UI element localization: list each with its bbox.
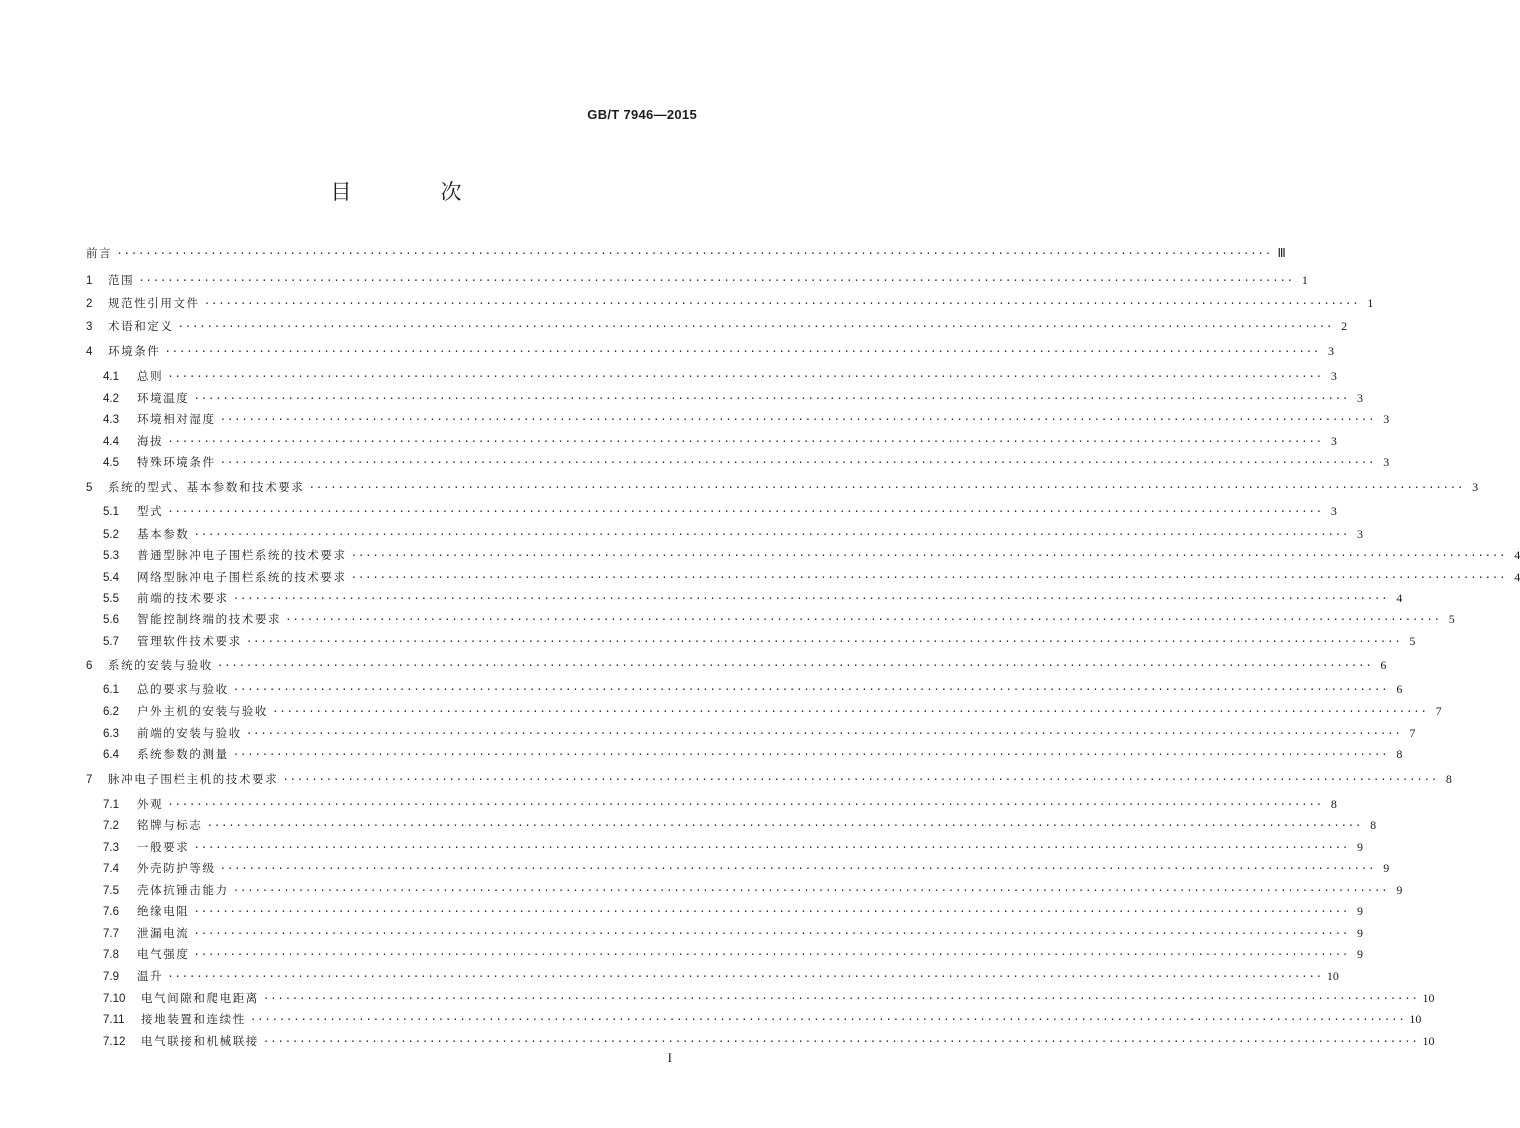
toc-entry-number: 7.9 — [103, 971, 119, 983]
toc-entry-number: 7.11 — [103, 1014, 125, 1026]
toc-entry-page: 3 — [1357, 527, 1364, 541]
toc-entry[interactable] — [86, 502, 1337, 520]
toc-entry-label: 环境相对湿度 — [137, 412, 216, 426]
toc-entry[interactable] — [86, 610, 1455, 628]
toc-entry-number: 5.3 — [103, 550, 119, 562]
toc-entry-number: 7.4 — [103, 863, 119, 875]
toc-entry-label: 电气间隙和爬电距离 — [141, 991, 259, 1005]
toc-entry-number: 4.1 — [103, 371, 119, 383]
toc-entry-label: 智能控制终端的技术要求 — [137, 612, 282, 626]
toc-entry-number: 6.2 — [103, 706, 119, 718]
toc-entry-page: 10 — [1422, 991, 1435, 1005]
toc-entry-number: 4.2 — [103, 393, 119, 405]
toc-entry-label: 温升 — [137, 969, 164, 983]
toc-entry-label: 基本参数 — [137, 527, 190, 541]
toc-leader-dots: ································································································································································ — [350, 549, 1507, 562]
toc-entry-page: 9 — [1357, 926, 1364, 940]
toc-entry-number: 4.5 — [103, 457, 119, 469]
toc-entry[interactable] — [86, 244, 1286, 262]
toc-leader-dots: ································································································································································ — [285, 613, 1441, 626]
toc-entry[interactable] — [86, 816, 1377, 834]
toc-entry-number: 1 — [86, 275, 93, 287]
toc-entry-label: 系统的安装与验收 — [108, 658, 213, 672]
toc-entry-label: 前端的安装与验收 — [137, 726, 242, 740]
toc-entry-label: 术语和定义 — [108, 319, 174, 333]
toc-entry-label: 脉冲电子围栏主机的技术要求 — [108, 772, 279, 786]
toc-entry-page: 4 — [1396, 591, 1403, 605]
toc-entry-label: 户外主机的安装与验收 — [137, 704, 268, 718]
toc-entry-number: 5.5 — [103, 593, 119, 605]
toc-entry-page: 3 — [1330, 504, 1337, 518]
toc-entry[interactable] — [86, 989, 1435, 1007]
toc-entry[interactable] — [86, 453, 1390, 471]
toc-leader-dots: ································································································································································ — [167, 970, 1323, 983]
toc-entry-label: 外观 — [137, 797, 164, 811]
toc-entry-number: 7.3 — [103, 842, 119, 854]
toc-entry-number: 7.1 — [103, 799, 119, 811]
toc-leader-dots: ································································································································································ — [249, 1013, 1406, 1026]
page-folio: I — [667, 1050, 672, 1065]
toc-leader-dots: ································································································································································ — [193, 392, 1350, 405]
toc-entry-number: 5.1 — [103, 506, 119, 518]
toc-entry-number: 5.6 — [103, 614, 119, 626]
toc-entry[interactable] — [86, 745, 1403, 763]
toc-entry-number: 4 — [86, 346, 93, 358]
toc-entry-page: 5 — [1448, 612, 1455, 626]
toc-leader-dots: ································································································································································ — [245, 635, 1402, 648]
toc-entry-number: 2 — [86, 298, 93, 310]
toc-entry[interactable] — [86, 632, 1416, 650]
toc-leader-dots: ································································································································································ — [206, 819, 1363, 832]
toc-entry-page: 3 — [1328, 344, 1335, 358]
toc-entry[interactable] — [86, 945, 1364, 963]
toc-entry-label: 外壳防护等级 — [137, 861, 216, 875]
toc-entry-number: 7.7 — [103, 928, 119, 940]
toc-entry[interactable] — [86, 589, 1403, 607]
toc-leader-dots: ································································································································································ — [262, 992, 1419, 1005]
standard-code: GB/T 7946—2015 — [587, 107, 697, 122]
toc-entry-page: 4 — [1514, 570, 1520, 584]
toc-entry-number: 7.2 — [103, 820, 119, 832]
toc-entry[interactable] — [86, 795, 1337, 813]
toc-entry-label: 环境温度 — [137, 391, 190, 405]
toc-entry-page: 3 — [1383, 412, 1390, 426]
toc-entry-label: 总的要求与验收 — [137, 682, 229, 696]
toc-entry-label: 绝缘电阻 — [137, 904, 190, 918]
toc-entry-number: 7.5 — [103, 885, 119, 897]
toc-leader-dots: ································································································································································ — [216, 659, 1373, 672]
toc-entry[interactable] — [86, 702, 1442, 720]
toc-entry[interactable] — [86, 881, 1403, 899]
toc-leader-dots: ································································································································································ — [167, 798, 1323, 811]
toc-entry-number: 6.1 — [103, 684, 119, 696]
toc-entry-page: 1 — [1301, 273, 1308, 287]
toc-entry-page: 6 — [1396, 682, 1403, 696]
toc-entry[interactable] — [86, 546, 1520, 564]
toc-entry-number: 7.6 — [103, 906, 119, 918]
toc-entry-label: 前言 — [86, 246, 113, 260]
page-title: 目 次 — [330, 180, 496, 204]
toc-entry-number: 4.3 — [103, 414, 119, 426]
toc-entry[interactable] — [86, 1032, 1435, 1050]
toc-entry-page: 7 — [1435, 704, 1442, 718]
toc-leader-dots: ································································································································································ — [262, 1035, 1419, 1048]
toc-leader-dots: ································································································································································ — [193, 948, 1350, 961]
toc-leader-dots: ································································································································································ — [138, 274, 1294, 287]
toc-entry-page: 8 — [1445, 772, 1452, 786]
toc-entry-number: 5 — [86, 482, 93, 494]
toc-entry-label: 泄漏电流 — [137, 926, 190, 940]
toc-entry[interactable] — [86, 859, 1390, 877]
toc-entry-page: 3 — [1472, 480, 1479, 494]
toc-entry-label: 一般要求 — [137, 840, 190, 854]
toc-leader-dots: ································································································································································ — [232, 884, 1389, 897]
toc-entry-page: 3 — [1330, 434, 1337, 448]
toc-entry-label: 铭牌与标志 — [137, 818, 203, 832]
toc-entry-label: 系统参数的测量 — [137, 747, 229, 761]
toc-entry-page: Ⅲ — [1277, 246, 1286, 260]
toc-leader-dots: ································································································································································ — [232, 748, 1389, 761]
toc-entry-label: 环境条件 — [108, 344, 161, 358]
toc-entry-label: 规范性引用文件 — [108, 296, 200, 310]
toc-leader-dots: ································································································································································ — [219, 862, 1376, 875]
toc-leader-dots: ································································································································································ — [232, 592, 1389, 605]
toc-leader-dots: ································································································································································ — [282, 773, 1438, 786]
toc-leader-dots: ································································································································································ — [177, 320, 1334, 333]
toc-entry-page: 8 — [1330, 797, 1337, 811]
toc-leader-dots: ································································································································································ — [219, 413, 1376, 426]
toc-entry-label: 范围 — [108, 273, 135, 287]
toc-leader-dots: ································································································································································ — [219, 456, 1376, 469]
toc-leader-dots: ································································································································································ — [203, 297, 1360, 310]
toc-entry-page: 4 — [1514, 548, 1520, 562]
toc-entry-label: 电气联接和机械联接 — [141, 1034, 259, 1048]
toc-leader-dots: ································································································································································ — [232, 683, 1389, 696]
toc-entry-page: 1 — [1367, 296, 1374, 310]
toc-entry[interactable] — [86, 770, 1452, 788]
toc-entry[interactable] — [86, 568, 1520, 586]
toc-entry-page: 9 — [1357, 947, 1364, 961]
toc-entry[interactable] — [86, 294, 1374, 312]
toc-entry[interactable] — [86, 924, 1364, 942]
toc-entry-label: 海拔 — [137, 434, 164, 448]
toc-entry-page: 9 — [1396, 883, 1403, 897]
toc-entry-number: 7.12 — [103, 1036, 126, 1048]
toc-entry[interactable] — [86, 656, 1387, 674]
toc-entry[interactable] — [86, 367, 1337, 385]
toc-entry[interactable] — [86, 317, 1348, 335]
toc-entry-label: 系统的型式、基本参数和技术要求 — [108, 480, 305, 494]
toc-entry[interactable] — [86, 724, 1416, 742]
toc-entry-page: 3 — [1357, 391, 1364, 405]
toc-entry-number: 5.7 — [103, 636, 119, 648]
toc-entry-page: 6 — [1380, 658, 1387, 672]
toc-entry-number: 6 — [86, 660, 93, 672]
toc-entry[interactable] — [86, 1010, 1422, 1028]
toc-leader-dots: ································································································································································ — [164, 345, 1321, 358]
toc-leader-dots: ································································································································································ — [193, 905, 1350, 918]
toc-leader-dots: ································································································································································ — [116, 247, 1272, 260]
toc-entry-label: 前端的技术要求 — [137, 591, 229, 605]
toc-entry[interactable] — [86, 967, 1339, 985]
toc-leader-dots: ································································································································································ — [193, 841, 1350, 854]
toc-entry-page: 3 — [1383, 455, 1390, 469]
toc-entry-page: 2 — [1341, 319, 1348, 333]
toc-entry-number: 7.10 — [103, 993, 126, 1005]
toc-leader-dots: ································································································································································ — [167, 435, 1323, 448]
toc-entry-page: 3 — [1330, 369, 1337, 383]
toc-entry-number: 4.4 — [103, 436, 119, 448]
toc-entry-page: 5 — [1409, 634, 1416, 648]
toc-entry-page: 9 — [1357, 840, 1364, 854]
toc-entry-page: 8 — [1370, 818, 1377, 832]
toc-entry-page: 10 — [1409, 1012, 1422, 1026]
toc-entry-number: 3 — [86, 321, 93, 333]
toc-entry[interactable] — [86, 271, 1308, 289]
toc-entry[interactable] — [86, 342, 1335, 360]
toc-entry[interactable] — [86, 902, 1364, 920]
toc-entry[interactable] — [86, 525, 1364, 543]
toc-entry-page: 7 — [1409, 726, 1416, 740]
toc-entry-number: 5.2 — [103, 529, 119, 541]
toc-entry[interactable] — [86, 410, 1390, 428]
toc-entry[interactable] — [86, 389, 1364, 407]
toc-entry-label: 管理软件技术要求 — [137, 634, 242, 648]
toc-entry-label: 接地装置和连续性 — [141, 1012, 246, 1026]
toc-entry-number: 7 — [86, 774, 93, 786]
toc-entry-label: 电气强度 — [137, 947, 190, 961]
toc-entry-number: 6.3 — [103, 728, 119, 740]
toc-entry-number: 7.8 — [103, 949, 119, 961]
toc-entry-page: 9 — [1383, 861, 1390, 875]
toc-entry-label: 型式 — [137, 504, 164, 518]
toc-leader-dots: ································································································································································ — [167, 370, 1323, 383]
toc-entry-page: 10 — [1422, 1034, 1435, 1048]
toc-leader-dots: ································································································································································ — [350, 571, 1507, 584]
toc-entry-number: 5.4 — [103, 572, 119, 584]
toc-entry-page: 8 — [1396, 747, 1403, 761]
toc-entry-label: 网络型脉冲电子围栏系统的技术要求 — [137, 570, 347, 584]
toc-leader-dots: ································································································································································ — [167, 505, 1323, 518]
toc-entry-label: 总则 — [137, 369, 164, 383]
toc-entry[interactable] — [86, 680, 1403, 698]
toc-leader-dots: ································································································································································ — [308, 481, 1465, 494]
toc-leader-dots: ································································································································································ — [193, 528, 1350, 541]
toc-entry-label: 壳体抗锤击能力 — [137, 883, 229, 897]
toc-entry-number: 6.4 — [103, 749, 119, 761]
toc-leader-dots: ································································································································································ — [193, 927, 1350, 940]
toc-entry-label: 特殊环境条件 — [137, 455, 216, 469]
toc-entry-page: 10 — [1326, 969, 1339, 983]
toc-leader-dots: ································································································································································ — [272, 705, 1428, 718]
toc-entry[interactable] — [86, 478, 1479, 496]
toc-entry[interactable] — [86, 838, 1364, 856]
toc-entry-label: 普通型脉冲电子围栏系统的技术要求 — [137, 548, 347, 562]
toc-leader-dots: ································································································································································ — [245, 727, 1402, 740]
toc-entry[interactable] — [86, 432, 1337, 450]
toc-entry-page: 9 — [1357, 904, 1364, 918]
